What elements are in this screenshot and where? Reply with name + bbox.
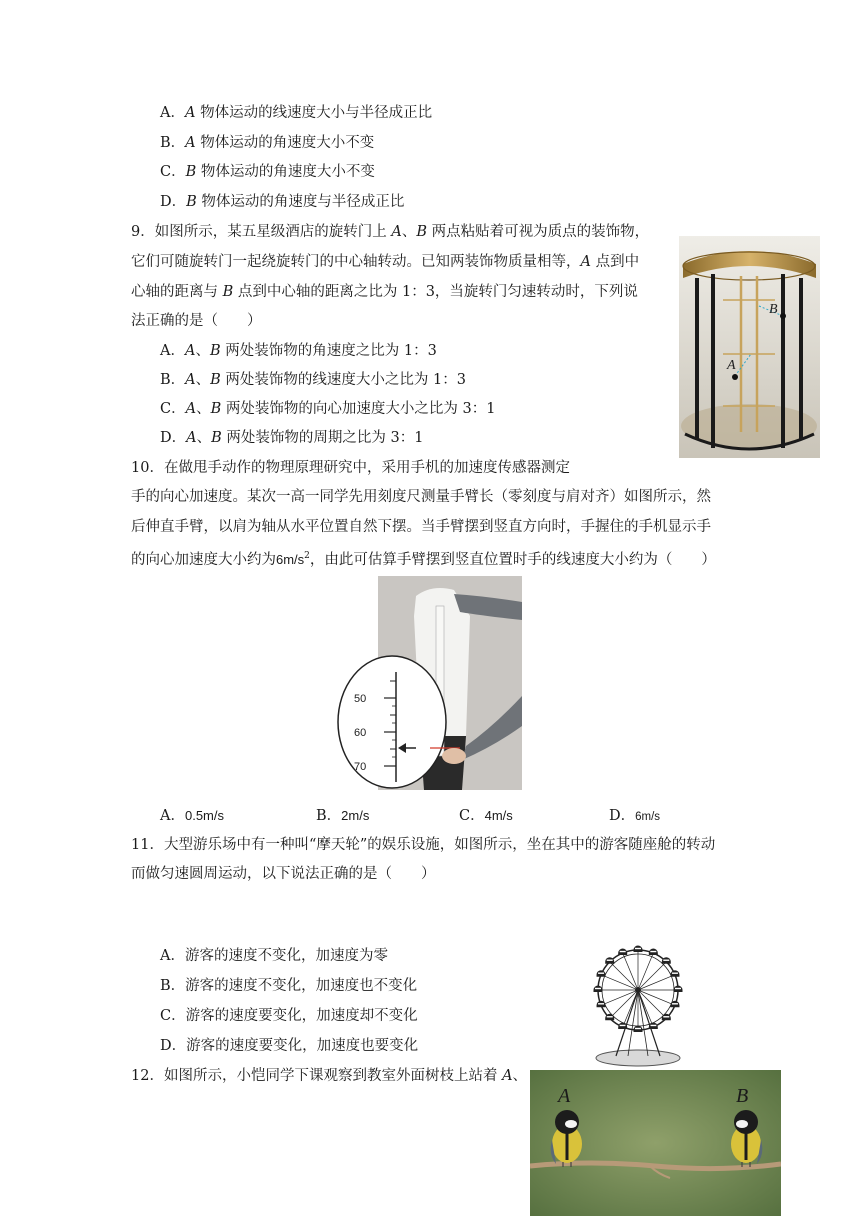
q9-stem-line-4: 法正确的是（ ）: [131, 313, 262, 329]
q11-stem-line-2: 而做匀速圆周运动，以下说法正确的是（ ）: [131, 866, 436, 882]
revolving-door-drawing: [679, 236, 820, 458]
q9-option-a: A．A、B 两处装饰物的角速度之比为 1：3: [160, 343, 437, 359]
ferris-spoke: [610, 962, 638, 990]
q11-option-c: C．游客的速度要变化，加速度却不变化: [160, 1008, 418, 1024]
ferris-cabin-window: [672, 972, 678, 973]
q10-option-b: B．2m/s: [316, 808, 370, 824]
q12-stem-line-1: 12．如图所示，小恺同学下课观察到教室外面树枝上站着 A、: [131, 1068, 528, 1084]
ferris-cabin-window: [635, 948, 641, 949]
ferris-wheel-drawing: [582, 940, 694, 1068]
ferris-cabin-window: [598, 1003, 604, 1004]
q10-option-c: C．4m/s: [459, 808, 513, 824]
ferris-cabin-window: [650, 1025, 656, 1026]
q11-option-a: A．游客的速度不变化，加速度为零: [160, 948, 388, 964]
bird-label-a: A: [558, 1085, 571, 1107]
birds-drawing: [530, 1070, 781, 1216]
door-label-a: A: [727, 358, 736, 373]
ruler-mark-50: 50: [354, 693, 367, 705]
ferris-cabin-window: [607, 1016, 613, 1017]
arm-ruler-figure: [334, 576, 522, 790]
q9-option-b: B．A、B 两处装饰物的线速度大小之比为 1：3: [160, 372, 466, 388]
ferris-wheel-figure: [582, 940, 694, 1068]
ferris-cabin-window: [663, 1016, 669, 1017]
birds-on-branch-figure: [530, 1070, 781, 1216]
q9-option-c: C．A、B 两处装饰物的向心加速度大小之比为 3：1: [160, 401, 496, 417]
arm-ruler-drawing: [334, 576, 522, 790]
q11-stem-line-1: 11．大型游乐场中有一种叫“摩天轮”的娱乐设施，如图所示，坐在其中的游客随座舱的转动: [131, 837, 716, 853]
revolving-door-figure: [679, 236, 820, 458]
q8-option-d: D．B 物体运动的角速度与半径成正比: [160, 194, 405, 210]
bird-label-b: B: [736, 1085, 749, 1107]
q10-stem-line-3: 后伸直手臂，以肩为轴从水平位置自然下摆。当手臂摆到竖直方向时，手握住的手机显示手: [131, 519, 711, 535]
ferris-cabin-window: [607, 960, 613, 961]
ferris-cabin-window: [650, 951, 656, 952]
ruler-mark-60: 60: [354, 727, 367, 739]
ferris-cabin-window: [663, 960, 669, 961]
ferris-cabin-window: [595, 988, 601, 989]
q11-option-d: D．游客的速度要变化，加速度也要变化: [160, 1038, 419, 1054]
ferris-cabin-window: [598, 972, 604, 973]
q9-option-d: D．A、B 两处装饰物的周期之比为 3：1: [160, 430, 424, 446]
ferris-spoke: [638, 962, 666, 990]
q8-option-a: A．A 物体运动的线速度大小与半径成正比: [160, 105, 433, 121]
q10-stem-line-2: 手的向心加速度。某次一高一同学先用刻度尺测量手臂长（零刻度与肩对齐）如图所示，然: [131, 489, 711, 505]
q9-stem-line-3: 心轴的距离与 B 点到中心轴的距离之比为 1：3，当旋转门匀速转动时，下列说: [131, 284, 638, 300]
q10-stem-line-1: 10．在做甩手动作的物理原理研究中，采用手机的加速度传感器测定: [131, 460, 570, 476]
ferris-cabin-window: [620, 951, 626, 952]
ferris-cabin-window: [620, 1025, 626, 1026]
q8-option-c: C．B 物体运动的角速度大小不变: [160, 164, 375, 180]
door-label-b: B: [769, 302, 778, 317]
ferris-cabin-window: [675, 988, 681, 989]
q9-stem-line-2: 它们可随旋转门一起绕旋转门的中心轴转动。已知两装饰物质量相等，A 点到中: [131, 254, 640, 270]
q10-option-d: D．6m/s: [609, 808, 661, 824]
q9-stem-line-1: 9．如图所示，某五星级酒店的旋转门上 A、B 两点粘贴着可视为质点的装饰物，: [131, 224, 650, 240]
ruler-mark-70: 70: [354, 761, 367, 773]
q8-option-b: B．A 物体运动的角速度大小不变: [160, 135, 375, 151]
ferris-cabin-window: [635, 1028, 641, 1029]
q10-stem-line-4: 的向心加速度大小约为$6m/s^2$，由此可估算手臂摆到竖直位置时手的线速度大小约为（ ）: [131, 551, 716, 568]
q10-option-a: A．0.5m/s: [160, 808, 224, 824]
q11-option-b: B．游客的速度不变化，加速度也不变化: [160, 978, 418, 994]
ferris-cabin-window: [672, 1003, 678, 1004]
